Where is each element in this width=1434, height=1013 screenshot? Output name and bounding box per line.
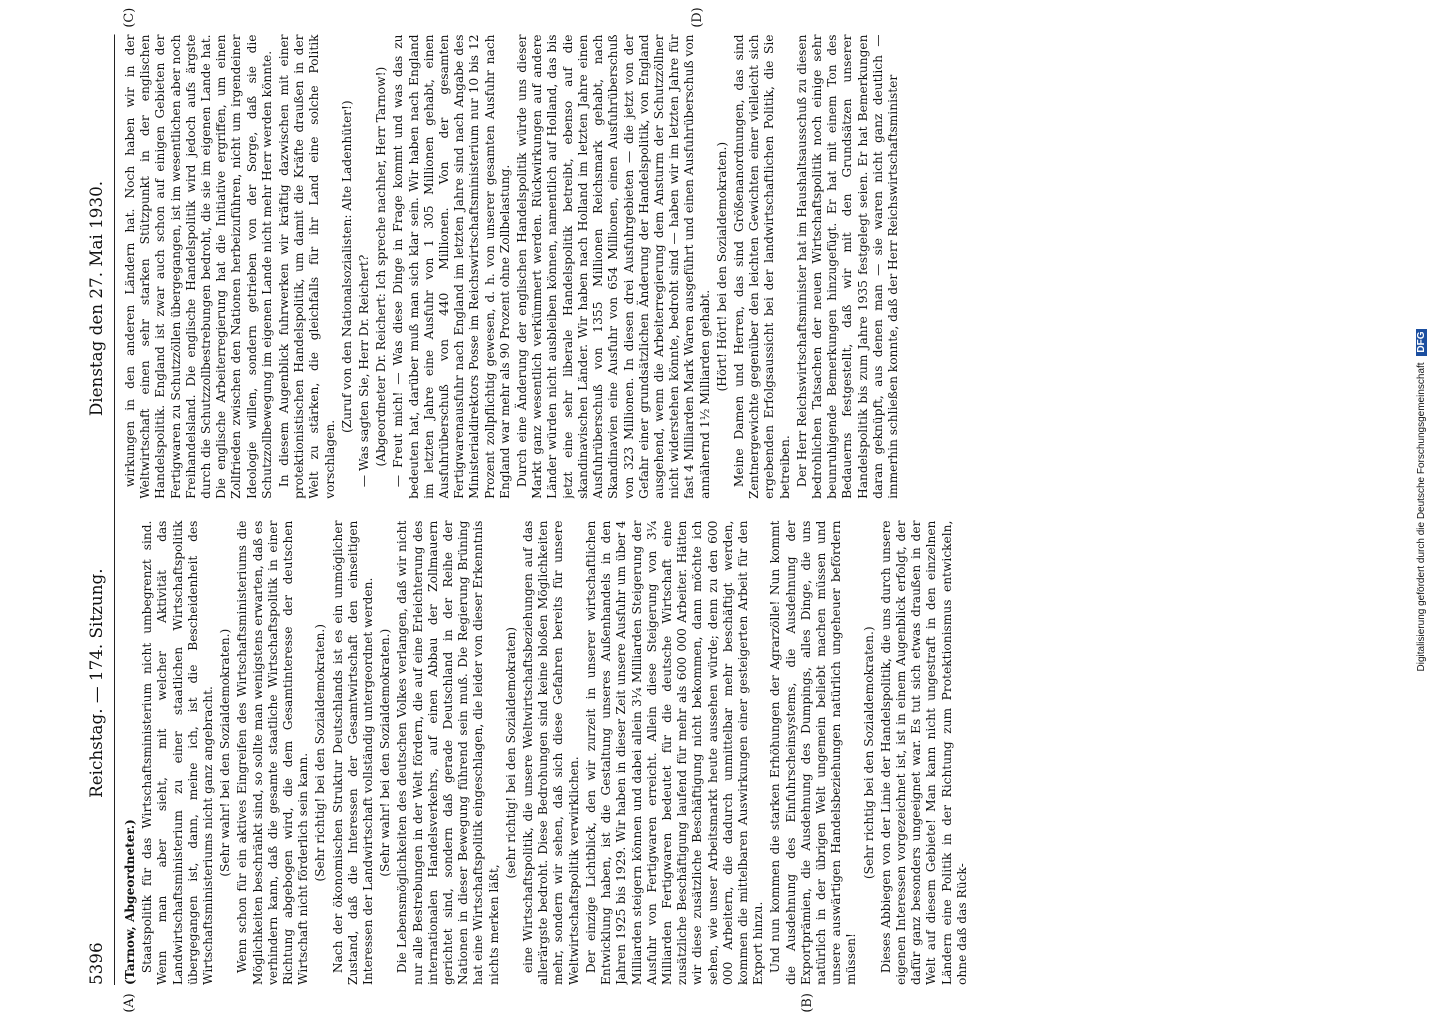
funding-text: Digitalisierung gefördert durch die Deutsche Forschungsgemeinschaft — [1416, 362, 1427, 672]
paragraph: In diesem Augenblick fuhrwerken wir kräftig dazwischen mit einer protektionistischen Handelspolitik, um damit die Kräfte draußen in der Welt zu stärken, die gleichfalls für ihr Land eine solche Politik vorschlagen. — [276, 34, 337, 499]
margin-marker-d: (D) — [690, 7, 705, 28]
speaker-line: (Tarnow, Abgeordneter.) — [122, 819, 137, 985]
paragraph: Durch eine Änderung der englischen Handelspolitik würde uns dieser Markt ganz wesentlich verkümmert werden. Rückwirkungen auf andere Länder würden nicht ausbleiben können, namentlich auf Holland, das bis jetzt eine sehr liberale Handelspolitik betreibt, ebenso auf die skandinavischen Länder. Wir haben nach Holland im letzten Jahre einen Ausfuhrüberschuß von 1355 Millionen Reichsmark gehabt, nach Skandinavien eine Ausfuhr von 654 Millionen, einen Ausfuhrüberschuß von 323 Millionen. In diesen drei Ausfuhrgebieten — die jetzt von der Gefahr einer grundsätzlichen Änderung der Handelspolitik, von England ausgehend, wenn die Arbeiterregierung dem Ansturm der Schutzzöllner nicht widerstehen könnte, bedroht sind — haben wir im letzten Jahre für fast 4 Milliarden Mark Waren ausgeführt und einen Ausfuhrüberschuß von annähernd 1½ Milliarden gehabt. — [514, 34, 712, 499]
interjection: (Sehr wahr! bei den Sozialdemokraten.) — [377, 628, 393, 877]
header-session: Reichstag. — 174. Sitzung. — [87, 568, 107, 798]
interjection: (Sehr richtig bei den Sozialdemokraten.) — [860, 626, 876, 880]
paragraph: Staatspolitik für das Wirtschaftsministerium nicht umbegrenzt sind. Wenn man aber sieht, mit welcher Aktivität das Landwirtschaftsministerium zu einer staatlichen Wirtschaftspolitik übergegangen ist, dann, meine ich, ist die Bescheidenheit des Wirtschaftsministeriums nicht ganz angebracht. — [139, 520, 216, 985]
page-header — [80, 34, 115, 985]
interjection: (Sehr wahr! bei den Sozialdemokraten.) — [217, 628, 233, 877]
paragraph: Wenn schon für ein aktives Eingreifen des Wirtschaftsministeriums die Möglichkeiten beschränkt sind, so sollte man wenigstens erwarten, daß es verhindern kann, daß die gesamte staatliche Wirtschaftspolitik in einer Richtung abgebogen wird, die dem Gesamtinteresse der deutschen Wirtschaft nicht förderlich sein kann. — [234, 520, 311, 985]
paragraph: Meine Damen und Herren, das sind Größenanordnungen, das sind Zentnergewichte gegenüber den leichten Gewichten einer vielleicht sich ergebenden Erfolgsaussicht bei der landwirtschaftlichen Politik, die Sie betreiben. — [730, 34, 792, 499]
paragraph: Nach der ökonomischen Struktur Deutschlands ist es ein unmöglicher Zustand, daß die Interessen der Gesamtwirtschaft den einseitigen Interessen der Landwirtschaft vollständig untergeordnet werden. — [329, 520, 376, 985]
paragraph: Die Lebensmöglichkeiten des deutschen Volkes verlangen, daß wir nicht nur alle Bestrebungen in der Welt fördern, die auf eine Erleichterung des internationalen Handelsverkehrs, auf einen Abbau der Zollmauern gerichtet sind, sondern daß gerade Deutschland in der Reihe der Nationen in dieser Bewegung führend sein muß. Die Regierung Brüning hat eine Wirtschaftspolitik eingeschlagen, die leider von dieser Erkenntnis nichts merken läßt, — [394, 520, 501, 985]
interjection: (sehr richtig! bei den Sozialdemokraten) — [502, 626, 518, 879]
interjection: (Abgeordneter Dr. Reichert: Ich spreche nachher, Herr Tarnow!) — [373, 66, 389, 467]
text-column-left — [122, 521, 1402, 985]
paragraph: Dieses Abbiegen von der Linie der Handelspolitik, die uns durch unsere eigenen Interessen vorgezeichnet ist, ist in einem Augenblick erfolgt, der dafür ganz besonders ungeeignet war. Es tut sich etwas draußen in der Welt auf diesem Gebiete! Man kann nicht ungestraft in den einzelnen Ländern eine Politik in der Richtung zum Protektionismus entwickeln, ohne daß das Rück- — [877, 520, 969, 985]
document-content — [80, 7, 1410, 1013]
header-date: Dienstag den 27. Mai 1930. — [87, 180, 107, 417]
margin-marker-b: (B) — [800, 993, 815, 1013]
dfg-logo: DFG — [1416, 329, 1427, 356]
interjection: (Hört! Hört! bei den Sozialdemokraten.) — [713, 141, 729, 392]
paragraph: Der Herr Reichswirtschaftsminister hat im Haushaltsausschuß zu diesen bedrohlichen Tatsachen der neuen Wirtschaftspolitik noch einige sehr beunruhigende Bemerkungen hinzugefügt. Er hat mit einem Ton des Bedauerns festgestellt, daß wir mit den Grundsätzen unserer Handelspolitik bis zum Jahre 1935 festgelegt seien. Er hat Bemerkungen daran geknüpft, aus denen man — sie waren nicht ganz deutlich — immerhin schließen konnte, daß der Herr Reichswirtschaftsminister — [793, 34, 900, 499]
paragraph: Und nun kommen die starken Erhöhungen der Agrarzölle! Nun kommt die Ausdehnung des Einfuhrscheinsystems, die Ausdehnung der Exportprämien, die Ausdehnung des Dumpings, alles Dinge, die uns natürlich in der übrigen Welt ungemein beliebt machen müssen und unsere auswärtigen Handelsbeziehungen natürlich ungeheuer befördern müssen! — [767, 520, 859, 985]
text-columns — [122, 34, 1402, 985]
interjection: (Zuruf von den Nationalsozialisten: Alte Ladenhüter!) — [338, 100, 354, 434]
paragraph: eine Wirtschaftspolitik, die unsere Weltwirtschaftsbeziehungen auf das allerärgste bedroht. Diese Bedrohungen sind keine bloßen Möglichkeiten mehr, sondern wir sehen, daß sich diese Gefahren bereits für unsere Weltwirtschaftspolitik verwirklichen. — [520, 520, 581, 985]
paragraph: — Freut mich! — Was diese Dinge in Frage kommt und was das zu bedeuten hat, darüber muß man sich klar sein. Wir haben nach England im letzten Jahre eine Ausfuhr von 1 305 Millionen gehabt, einen Ausfuhrüberschuß von 440 Millionen. Von der gesamten Fertigwarenausfuhr nach England im letzten Jahre sind nach Angabe des Ministerialdirektors Posse im Reichswirtschaftsministerium nur 10 bis 12 Prozent zollpflichtig gewesen, d. h. von unserer gesamten Ausfuhr nach England war mehr als 90 Prozent ohne Zollbelastung. — [390, 34, 512, 499]
interjection: (Sehr richtig! bei den Sozialdemokraten.) — [312, 623, 328, 882]
margin-marker-a: (A) — [122, 993, 137, 1013]
funding-footer — [1416, 10, 1430, 990]
text-column-right — [122, 34, 1402, 498]
paragraph: wirkungen in den anderen Ländern hat. Noch haben wir in der Weltwirtschaft einen sehr starken Stützpunkt in der englischen Handelspolitik. England ist zwar auch schon auf einigen Gebieten der Fertigwaren zu Schutzzöllen übergegangen, ist im wesentlichen aber noch Freihandelsland. Die englische Handelspolitik wird jedoch aufs ärgste durch die Schutzzollbestrebungen bedroht, die sie im eigenen Lande hat. Die englische Arbeiterregierung hat die Initiative ergriffen, um einen Zollfrieden zwischen den Nationen herbeizuführen, nicht um irgendeiner Ideologie willen, sondern getrieben von der Sorge, daß sie die Schutzzollbewegung im eigenen Lande nicht mehr Herr werden könnte. — [122, 34, 274, 499]
paragraph: Der einzige Lichtblick, den wir zurzeit in unserer wirtschaftlichen Entwicklung haben, ist die Gestaltung unseres Außenhandels in den Jahren 1925 bis 1929. Wir haben in dieser Zeit unsere Ausfuhr um über 4 Milliarden steigern können und dabei allein 3¼ Milliarden Steigerung der Ausfuhr von Fertigwaren erreicht. Allein diese Steigerung von 3¼ Milliarden Fertigwaren bedeutet für die deutsche Wirtschaft eine zusätzliche Beschäftigung laufend für mehr als 600 000 Arbeiter. Hätten wir diese zusätzliche Beschäftigung nicht bekommen, dann möchte ich sehen, wie unser Arbeitsmarkt heute aussehen würde; denn zu den 600 000 Arbeitern, die dadurch unmittelbar mehr beschäftigt werden, kommen die mittelbaren Auswirkungen einer gesteigerten Arbeit für den Export hinzu. — [582, 520, 766, 985]
page-number: 5396 — [87, 942, 107, 985]
margin-marker-c: (C) — [122, 7, 137, 28]
paragraph: — Was sagten Sie, Herr Dr. Reichert? — [356, 254, 372, 488]
